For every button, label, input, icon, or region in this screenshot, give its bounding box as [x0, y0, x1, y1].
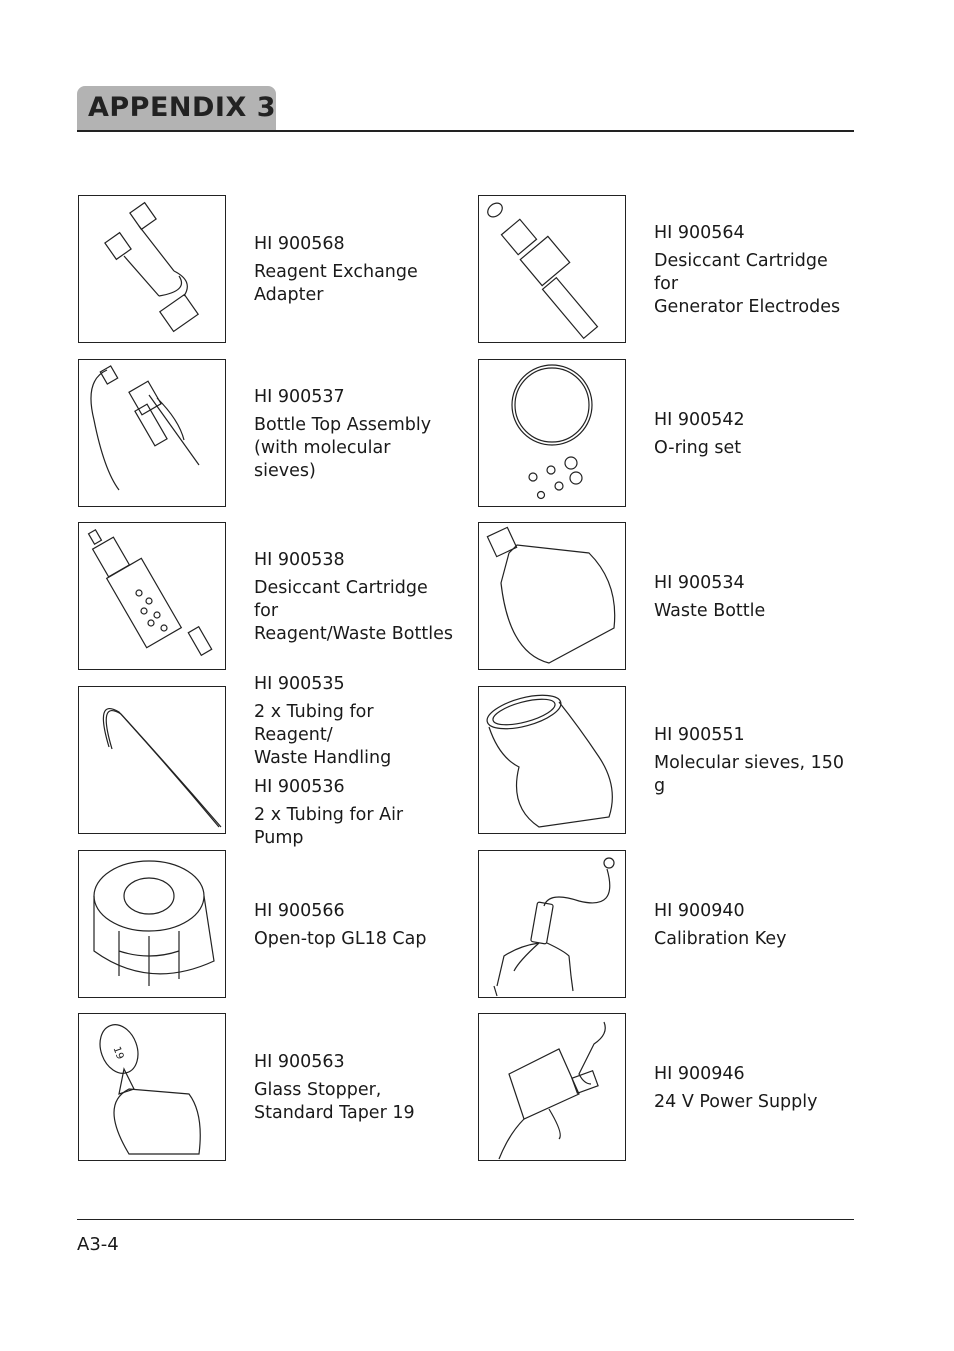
desiccant-cartridge-electrodes-icon	[478, 195, 626, 343]
item-code: HI 900542	[654, 409, 745, 430]
item-description: 2 x Tubing for Reagent/ Waste Handling	[254, 701, 392, 768]
item-hi-900542	[478, 359, 868, 509]
item-hi-900538	[78, 522, 468, 672]
tubing-icon	[78, 686, 226, 834]
item-code: HI 900534	[654, 572, 745, 593]
waste-bottle-icon	[478, 522, 626, 670]
reagent-exchange-adapter-icon	[78, 195, 226, 343]
item-description: Waste Bottle	[654, 600, 766, 621]
header-rule	[77, 130, 854, 132]
item-hi-900940	[478, 850, 868, 1000]
item-hi-900534	[478, 522, 868, 672]
svg-text:19: 19	[110, 1045, 126, 1061]
item-code-secondary: HI 900536	[254, 776, 345, 797]
item-description: Molecular sieves, 150 g	[654, 753, 845, 796]
power-supply-icon	[478, 1013, 626, 1161]
item-description: 24 V Power Supply	[654, 1091, 818, 1112]
item-description: Open-top GL18 Cap	[254, 928, 427, 949]
item-code: HI 900568	[254, 234, 345, 254]
item-hi-900564	[478, 195, 868, 345]
item-description: Desiccant Cartridge for Generator Electrodes	[654, 250, 841, 317]
o-ring-set-icon	[478, 359, 626, 507]
glass-stopper-icon	[78, 1013, 226, 1161]
item-hi-900568	[78, 195, 468, 345]
item-code: HI 900537	[254, 386, 345, 407]
open-top-cap-icon	[78, 850, 226, 998]
footer-rule	[77, 1219, 854, 1220]
item-description: Reagent Exchange Adapter	[254, 262, 418, 305]
item-code: HI 900551	[654, 725, 745, 745]
item-hi-900535	[78, 673, 468, 848]
item-code: HI 900564	[654, 222, 745, 243]
bottle-top-assembly-icon	[78, 359, 226, 507]
page-title: APPENDIX 3	[88, 92, 276, 123]
item-description: O-ring set	[654, 437, 742, 458]
item-description: Calibration Key	[654, 928, 787, 949]
item-description-secondary: 2 x Tubing for Air Pump	[254, 804, 404, 848]
item-code: HI 900563	[254, 1052, 345, 1072]
item-hi-900537	[78, 359, 468, 509]
desiccant-cartridge-bottles-icon	[78, 522, 226, 670]
item-hi-900551	[478, 686, 868, 836]
item-description: Bottle Top Assembly (with molecular sieves)	[254, 414, 432, 481]
item-code: HI 900946	[654, 1063, 745, 1084]
item-description: Desiccant Cartridge for Reagent/Waste Bottles	[254, 577, 453, 644]
item-description: Glass Stopper, Standard Taper 19	[254, 1080, 415, 1123]
item-code: HI 900566	[254, 900, 345, 921]
calibration-key-icon	[478, 850, 626, 998]
item-code: HI 900538	[254, 549, 345, 570]
item-hi-900563	[78, 1013, 468, 1163]
item-hi-900946	[478, 1013, 868, 1163]
item-hi-900566	[78, 850, 468, 1000]
item-code: HI 900535	[254, 673, 345, 694]
page-number: A3-4	[77, 1234, 119, 1255]
item-code: HI 900940	[654, 900, 745, 921]
molecular-sieves-jar-icon	[478, 686, 626, 834]
